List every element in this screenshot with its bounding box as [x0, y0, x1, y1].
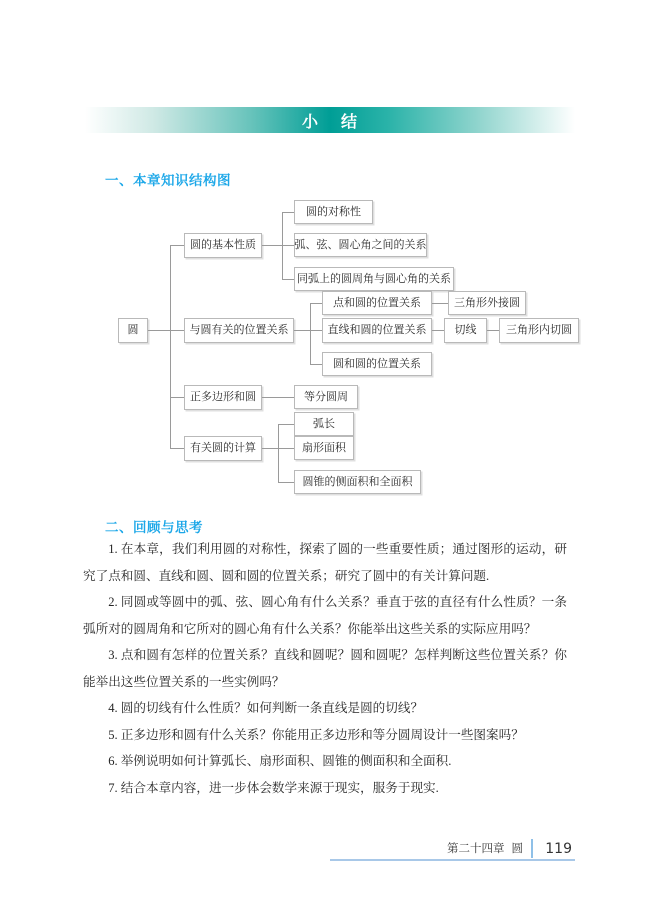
footer-rule [330, 859, 575, 861]
diagram-connector [170, 330, 184, 331]
page-number: 119 [545, 841, 572, 857]
diagram-node-level2: 等分圆周 [294, 385, 358, 409]
footer-chapter-topic: 圆 [511, 841, 523, 855]
diagram-connector [310, 364, 322, 365]
diagram-node-level1: 正多边形和圆 [184, 385, 262, 410]
footer-chapter-number: 第二十四章 [447, 841, 505, 855]
diagram-connector [278, 448, 294, 449]
diagram-connector [262, 448, 278, 449]
banner-title-char-2: 结 [341, 111, 359, 131]
section-banner [85, 107, 575, 133]
review-item: 2. 同圆或等圆中的弧、弦、圆心角有什么关系？垂直于弦的直径有什么性质？一条弧所对的圆周角和它所对的圆心角有什么关系？你能举出这些关系的实际应用吗？ [83, 595, 567, 636]
diagram-node-root: 圆 [118, 318, 148, 343]
knowledge-structure-diagram [0, 190, 650, 500]
section-heading-one: 一、本章知识结构图 [105, 173, 231, 189]
diagram-connector [432, 303, 448, 304]
diagram-node-level1: 与圆有关的位置关系 [184, 318, 294, 343]
review-item: 5. 正多边形和圆有什么关系？你能用正多边形和等分圆周设计一些图案吗？ [108, 727, 524, 742]
diagram-node-level1: 有关圆的计算 [184, 436, 262, 461]
diagram-connector [310, 330, 322, 331]
page-footer [330, 833, 575, 861]
diagram-connector [282, 245, 294, 246]
diagram-node-level2: 圆和圆的位置关系 [322, 352, 432, 376]
diagram-connector [282, 212, 294, 213]
review-item: 4. 圆的切线有什么性质？如何判断一条直线是圆的切线？ [108, 701, 424, 715]
diagram-node-level2: 同弧上的圆周角与圆心角的关系 [294, 267, 454, 291]
diagram-connector [310, 303, 311, 364]
diagram-connector [282, 279, 294, 280]
diagram-connector [170, 448, 184, 449]
banner-title-char-1: 小 [301, 111, 319, 131]
diagram-node-level1: 圆的基本性质 [184, 233, 262, 258]
review-item: 6. 举例说明如何计算弧长、扇形面积、圆锥的侧面积和全面积. [108, 754, 452, 768]
review-item: 3. 点和圆有怎样的位置关系？直线和圆呢？圆和圆呢？怎样判断这些位置关系？你能举出这些位置关系的一些实例吗？ [83, 648, 567, 689]
diagram-connector [170, 245, 184, 246]
diagram-connector [294, 330, 310, 331]
diagram-node-level2: 点和圆的位置关系 [322, 291, 432, 315]
diagram-node-level3: 三角形外接圆 [448, 291, 526, 315]
review-item: 1. 在本章，我们利用圆的对称性，探索了圆的一些重要性质；通过图形的运动，研究了点和圆、直线和圆、圆和圆的位置关系；研究了圆中的有关计算问题. [83, 542, 567, 583]
diagram-connector [278, 424, 294, 425]
diagram-connector [262, 245, 282, 246]
diagram-connector [170, 245, 171, 448]
diagram-node-level2: 弧长 [294, 412, 354, 436]
footer-chapter-label [447, 840, 523, 856]
diagram-node-level4: 三角形内切圆 [499, 318, 579, 343]
diagram-node-level2: 圆锥的侧面积和全面积 [294, 470, 421, 494]
diagram-connector [278, 424, 279, 482]
footer-divider [531, 839, 534, 858]
diagram-node-level2: 扇形面积 [294, 436, 354, 460]
banner-title [85, 107, 575, 133]
diagram-connector [148, 330, 170, 331]
diagram-node-level2: 弧、弦、圆心角之间的关系 [294, 233, 427, 257]
diagram-connector [487, 330, 499, 331]
diagram-connector [310, 303, 322, 304]
section-heading-two: 二、回顾与思考 [105, 520, 203, 536]
review-item: 7. 结合本章内容，进一步体会数学来源于现实，服务于现实. [108, 780, 439, 795]
diagram-connector [170, 397, 184, 398]
diagram-node-level2: 直线和圆的位置关系 [322, 318, 432, 343]
diagram-connector [432, 330, 444, 331]
review-question-list [83, 536, 567, 801]
diagram-connector [262, 397, 294, 398]
diagram-node-level3: 切线 [444, 318, 487, 343]
diagram-node-level2: 圆的对称性 [294, 200, 373, 224]
diagram-connector [278, 482, 294, 483]
